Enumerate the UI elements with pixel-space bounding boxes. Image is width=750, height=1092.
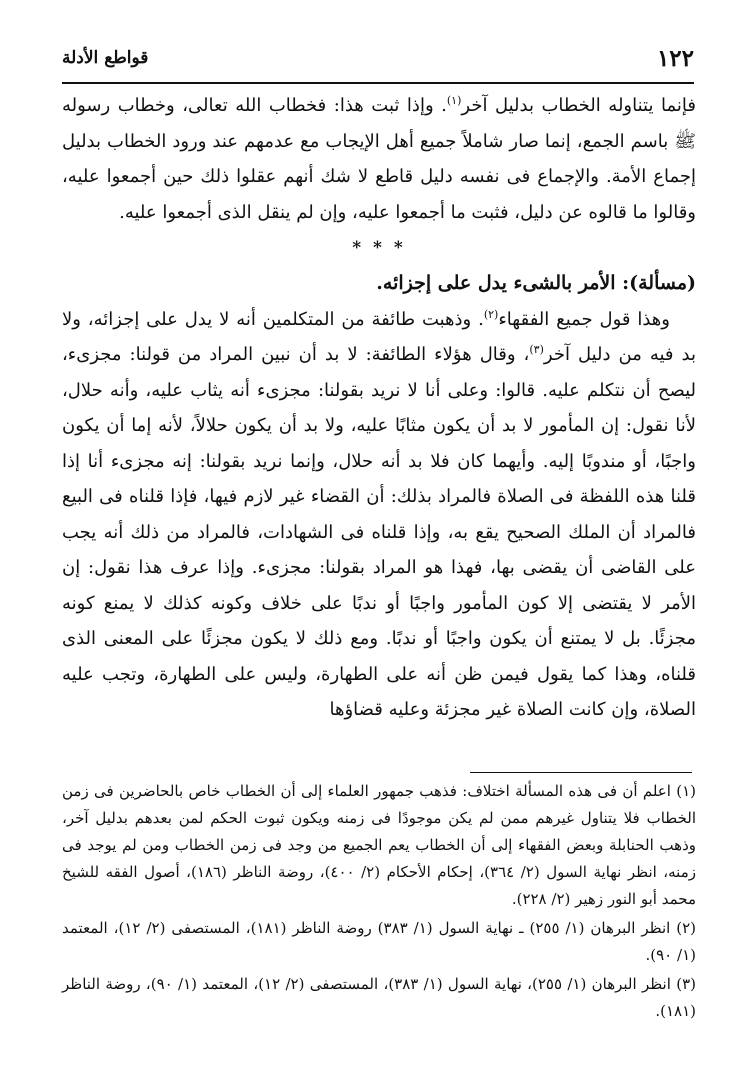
footnote-divider	[470, 772, 692, 773]
running-title: قواطع الأدلة	[62, 48, 149, 68]
section-separator: * * *	[352, 238, 406, 258]
page-number: ١٢٢	[656, 44, 694, 72]
paragraph-1: فإنما يتناوله الخطاب بدليل آخر$^{(١)}$. وإذا ثبت هذا: فخطاب الله تعالى، وخطاب رسوله ﷺ باسم الجمع، إنما صار شاملاً جميع أهل الإيجاب مع عدمهم عند ورود الخطاب بدليل إجماع الأمة. والإجماع فى نفسه دليل قاطع لا شك أنهم عقلوا ذلك حين أجمعوا عليه، وقالوا ما قالوه عن دليل، فثبت ما أجمعوا عليه، وإن لم ينقل الذى أجمعوا عليه.	[62, 94, 697, 223]
main-text	[62, 88, 696, 728]
paragraph-2: وهذا قول جميع الفقهاء$^{(٢)}$. وذهبت طائفة من المتكلمين أنه لا يدل على إجزائه، ولا بد فيه من دليل آخر$^{(٣)}$، وقال هؤلاء الطائفة: لا بد أن نبين المراد من قولنا: مجزىء، ليصح أن نتكلم عليه. قالوا: وعلى أنا لا نريد بقولنا: مجزىء أنه يثاب عليه، وأنه حلال، لأنا نقول: إن المأمور لا بد أن يكون مثابًا عليه، ولا بد أن يكون حلالاً، لأنه إما أن يكون واجبًا، أو مندوبًا إليه. وأيهما كان فلا بد أنه حلال، وإنما نريد بقولنا: إنه مجزىء أنا إذا قلنا هذه اللفظة فى الصلاة فالمراد بذلك: أن القضاء غير لازم فيها، فإذا قلناه فى البيع فالمراد أن الملك الصحيح يقع به، وإذا قلناه فى الشهادات، فالمراد من ذلك أنه يجب على القاضى أن يقضى بها، فهذا هو المراد بقولنا: مجزىء. وإذا عرف هذا نقول: إن الأمر لا يقتضى إلا كون المأمور واجبًا أو ندبًا على خلاف وكونه كذلك لا يمنع كونه مجزئًا. بل لا يمتنع أن يكون واجبًا أو ندبًا. ومع ذلك لا يكون مجزئًا على المعنى الذى قلناه، وهذا كما يقول فيمن ظن أنه على الطهارة، وليس على الطهارة، وتجب عليه الصلاة، وإن كانت الصلاة غير مجزئة وعليه قضاؤها	[62, 307, 697, 720]
footnote-ref-2: (٢)	[483, 307, 499, 321]
footnote-3: (٣) انظر البرهان (١/ ٢٥٥)، نهاية السول (١/ ٣٨٣)، المستصفى (٢/ ١٢)، المعتمد (١/ ٩٠)، روضة الناظر (١٨١).	[62, 975, 696, 1020]
footnote-ref-3: (٣)	[529, 343, 544, 356]
page-header	[62, 38, 694, 78]
issue-heading: (مسألة): الأمر بالشىء يدل على إجزائه.	[376, 272, 696, 294]
footnote-ref-1: (١)	[446, 94, 462, 107]
footnotes	[62, 778, 696, 1027]
header-divider	[62, 82, 694, 84]
footnote-2: (٢) انظر البرهان (١/ ٢٥٥) ـ نهاية السول (١/ ٣٨٣) روضة الناظر (١٨١)، المستصفى (٢/ ١٢)، المعتمد (١/ ٩٠).	[62, 919, 697, 964]
footnote-1: (١) اعلم أن فى هذه المسألة اختلاف: فذهب جمهور العلماء إلى أن الخطاب خاص بالحاضرين فى زمن الخطاب فلا يتناول غيرهم ممن لم يكن موجودًا فى زمنه ويكون ثبوت الحكم لمن بعدهم بدليل آخر، وذهب الحنابلة وبعض الفقهاء إلى أن الخطاب يعم الجميع من وجد فى زمن الخطاب ومن لم يوجد فى زمنه، انظر نهاية السول (٢/ ٣٦٤)، إحكام الأحكام (٢/ ٤٠٠)، روضة الناظر (١٨٦)، أصول الفقه للشيخ محمد أبو النور زهير (٢/ ٢٢٨).	[62, 782, 696, 908]
